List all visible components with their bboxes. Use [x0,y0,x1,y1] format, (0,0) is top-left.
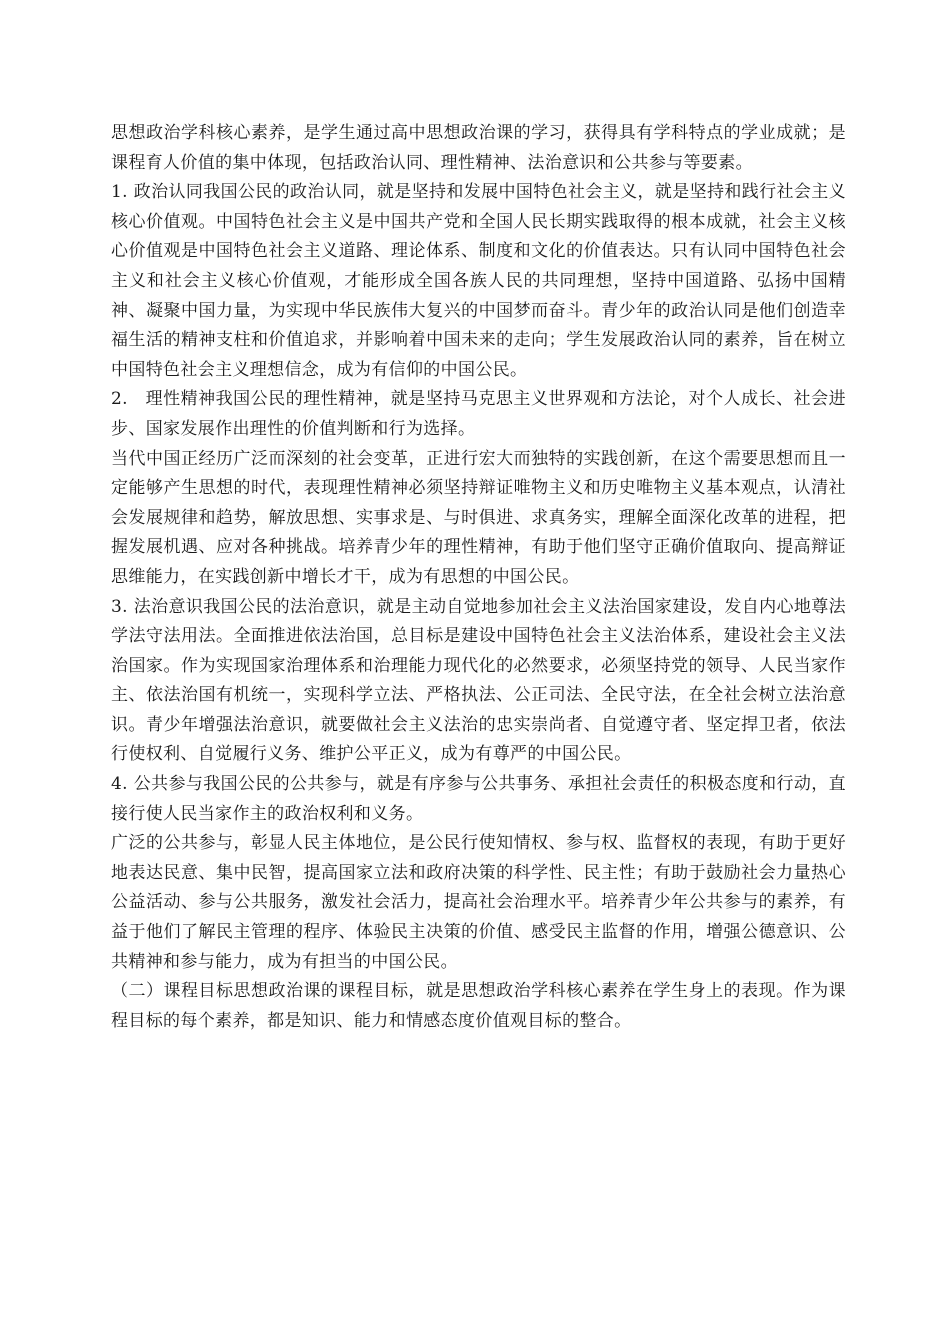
paragraph-rational-spirit-detail: 当代中国正经历广泛而深刻的社会变革，正进行宏大而独特的实践创新，在这个需要思想而且一定能够产生思想的时代，表现理性精神必须坚持辩证唯物主义和历史唯物主义基本观点，认清社会发展规律和趋势，解放思想、实事求是、与时俱进、求真务实，理解全面深化改革的进程，把握发展机遇、应对各种挑战。培养青少年的理性精神，有助于他们坚守正确价值取向、提高辩证思维能力，在实践创新中增长才干，成为有思想的中国公民。 [111,448,846,587]
paragraph-rational-spirit: 2. 理性精神我国公民的理性精神，就是坚持马克思主义世界观和方法论，对个人成长、社会进步、国家发展作出理性的价值判断和行为选择。 [111,389,846,439]
paragraph-public-participation-detail: 广泛的公共参与，彰显人民主体地位，是公民行使知情权、参与权、监督权的表现，有助于更好地表达民意、集中民智，提高国家立法和政府决策的科学性、民主性；有助于鼓励社会力量热心公益活动、参与公共服务，激发社会活力，提高社会治理水平。培养青少年公共参与的素养，有益于他们了解民主管理的程序、体验民主决策的价值、感受民主监督的作用，增强公德意识、公共精神和参与能力，成为有担当的中国公民。 [111,833,846,972]
paragraph-public-participation: 4. 公共参与我国公民的公共参与，就是有序参与公共事务、承担社会责任的积极态度和行动，直接行使人民当家作主的政治权利和义务。 [111,774,846,824]
paragraph-course-goals: （二）课程目标思想政治课的课程目标，就是思想政治学科核心素养在学生身上的表现。作为课程目标的每个素养，都是知识、能力和情感态度价值观目标的整合。 [111,981,846,1031]
document-body [111,119,846,1036]
paragraph-rule-of-law: 3. 法治意识我国公民的法治意识，就是主动自觉地参加社会主义法治国家建设，发自内心地尊法学法守法用法。全面推进依法治国，总目标是建设中国特色社会主义法治体系，建设社会主义法治国家。作为实现国家治理体系和治理能力现代化的必然要求，必须坚持党的领导、人民当家作主、依法治国有机统一，实现科学立法、严格执法、公正司法、全民守法，在全社会树立法治意识。青少年增强法治意识，就要做社会主义法治的忠实崇尚者、自觉遵守者、坚定捍卫者，依法行使权利、自觉履行义务、维护公平正义，成为有尊严的中国公民。 [111,596,846,765]
paragraph-political-identity: 1. 政治认同我国公民的政治认同，就是坚持和发展中国特色社会主义，就是坚持和践行社会主义核心价值观。中国特色社会主义是中国共产党和全国人民长期实践取得的根本成就，社会主义核心价值观是中国特色社会主义道路、理论体系、制度和文化的价值表达。只有认同中国特色社会主义和社会主义核心价值观，才能形成全国各族人民的共同理想，坚持中国道路、弘扬中国精神、凝聚中国力量，为实现中华民族伟大复兴的中国梦而奋斗。青少年的政治认同是他们创造幸福生活的精神支柱和价值追求，并影响着中国未来的走向；学生发展政治认同的素养，旨在树立中国特色社会主义理想信念，成为有信仰的中国公民。 [111,182,846,380]
paragraph-intro: 思想政治学科核心素养，是学生通过高中思想政治课的学习，获得具有学科特点的学业成就；是课程育人价值的集中体现，包括政治认同、理性精神、法治意识和公共参与等要素。 [111,123,846,173]
